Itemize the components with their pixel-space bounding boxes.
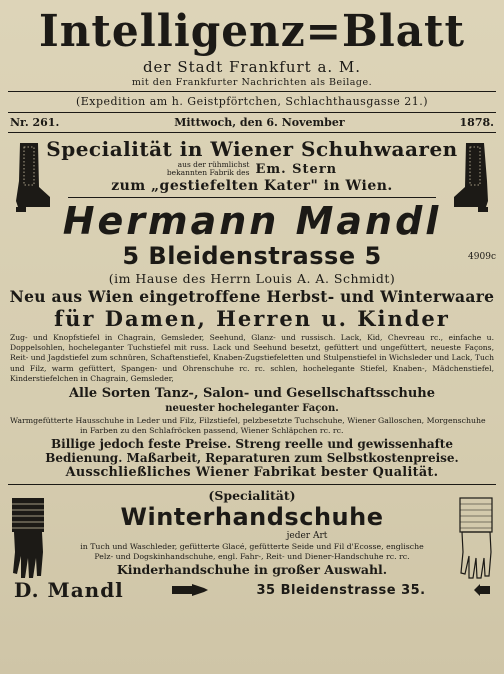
glove-icon — [8, 496, 48, 580]
glove-signature: D. Mandl — [14, 578, 124, 603]
glove-advertisement — [8, 488, 496, 601]
glove-line: in Tuch und Waschleder, gefütterte Glacé, gefütterte Seide und Fil d'Ecosse, englische — [80, 542, 424, 552]
target-line: für Damen, Herren u. Kinder — [54, 306, 450, 331]
divider — [8, 91, 496, 92]
boot-icon — [452, 141, 494, 213]
boot-icon — [10, 141, 52, 213]
warm-paragraph — [10, 416, 494, 437]
arrival-line: Neu aus Wien eingetroffene Herbst- und Winterwaare — [9, 287, 495, 306]
maker-intro-line: aus der rühmlichst — [177, 160, 250, 169]
dateline — [8, 115, 496, 130]
masthead-subtitle: der Stadt Frankfurt a. M. — [142, 58, 362, 76]
warm-line: Warmgefütterte Hausschuhe in Leder und Filz, Filzstiefel, pelzbesetzte Tuchschuhe, Wiener Galloschen, Morgenschuhe — [10, 416, 486, 426]
glove-kids: Kinderhandschuhe in großer Auswahl. — [116, 562, 388, 578]
glove-footer — [8, 579, 496, 601]
masthead-supplement: mit den Frankfurter Nachrichten als Beilage. — [131, 77, 373, 88]
masthead-title: Intelligenz=Blatt — [39, 6, 465, 57]
ad-heading: Specialität in Wiener Schuhwaaren — [46, 137, 458, 161]
warm-line: in Farben zu den Schlafröcken passend, Wiener Schläpchen rc. rc. — [80, 426, 344, 436]
slogan-line: Bedienung. Maßarbeit, Reparaturen zum Selbstkostenpreise. — [45, 451, 459, 466]
slogan-line: Ausschließliches Wiener Fabrikat bester Qualität. — [65, 464, 439, 480]
divider — [8, 112, 496, 113]
maker-intro — [167, 161, 250, 177]
pointing-hand-left-icon — [472, 582, 492, 598]
slogan-line: Billige jedoch feste Preise. Streng reelle und gewissenhafte — [51, 436, 453, 451]
glove-address: 35 Bleidenstrasse 35. — [256, 582, 426, 598]
maker-line — [8, 161, 496, 177]
goods-text-more: schlen, hochelegante Stiefel, Knaben-, Mädchenstiefel, Kinderstiefelchen in Chagrain, Gemsleder, — [10, 363, 494, 383]
shoe-advertisement — [8, 137, 496, 480]
divider — [68, 197, 436, 198]
fashion-line: neuester hocheleganter Façon. — [165, 403, 339, 415]
goods-paragraph — [10, 333, 494, 384]
issue-number: Nr. 261. — [10, 116, 60, 129]
divider — [8, 484, 496, 485]
glove-product: Winterhandschuhe — [120, 503, 384, 532]
glove-icon — [456, 496, 496, 580]
glove-tag: (Specialität) — [208, 488, 296, 504]
merchant-name: Hermann Mandl — [62, 199, 442, 243]
street-row — [8, 242, 496, 270]
print-code: 4909c — [468, 252, 496, 262]
maker-name: Em. Stern — [255, 161, 338, 177]
maker-intro-line: bekannten Fabrik des — [166, 168, 250, 177]
divider — [8, 132, 496, 133]
glove-line: Pelz- und Dogskinhandschuhe, engl. Fahr-, Reit- und Diener-Handschuhe rc. rc. — [94, 552, 410, 562]
street-address: 5 Bleidenstrasse 5 — [122, 242, 382, 270]
issue-year: 1878. — [459, 116, 494, 129]
glove-every: jeder Art — [286, 531, 328, 542]
masthead-expedition: (Expedition am h. Geistpförtchen, Schlachthausgasse 21.) — [75, 95, 429, 108]
house-note: (im Hause des Herrn Louis A. A. Schmidt) — [108, 271, 396, 286]
pointing-hand-icon — [170, 582, 210, 598]
sorts-line: Alle Sorten Tanz-, Salon- und Gesellschaftsschuhe — [68, 386, 436, 402]
shop-name: zum „gestiefelten Kater" in Wien. — [111, 178, 393, 194]
goods-text: Zug- und Knopfstiefel in Chagrain, Gemsleder, Seehund, Glanz- und russisch. Lack, Kid, Chevreau rc., einfache u. Doppelsohlen, hocheleganter Tuchstiefel mit russ. Lack und Seehund besetzt, gefüttert und ungefüttert, neueste Façons, Reit- und Jagdstiefel zum schnüren, Schaftenstiefel, Knaben-Zugstiefeletten und Stulpenstiefel in Wichsleder und Lack, Tuch und Filz, warm gefüttert, Spangen- und Ohrenschuhe rc. rc. — [10, 333, 494, 373]
issue-date: Mittwoch, den 6. November — [174, 116, 345, 129]
